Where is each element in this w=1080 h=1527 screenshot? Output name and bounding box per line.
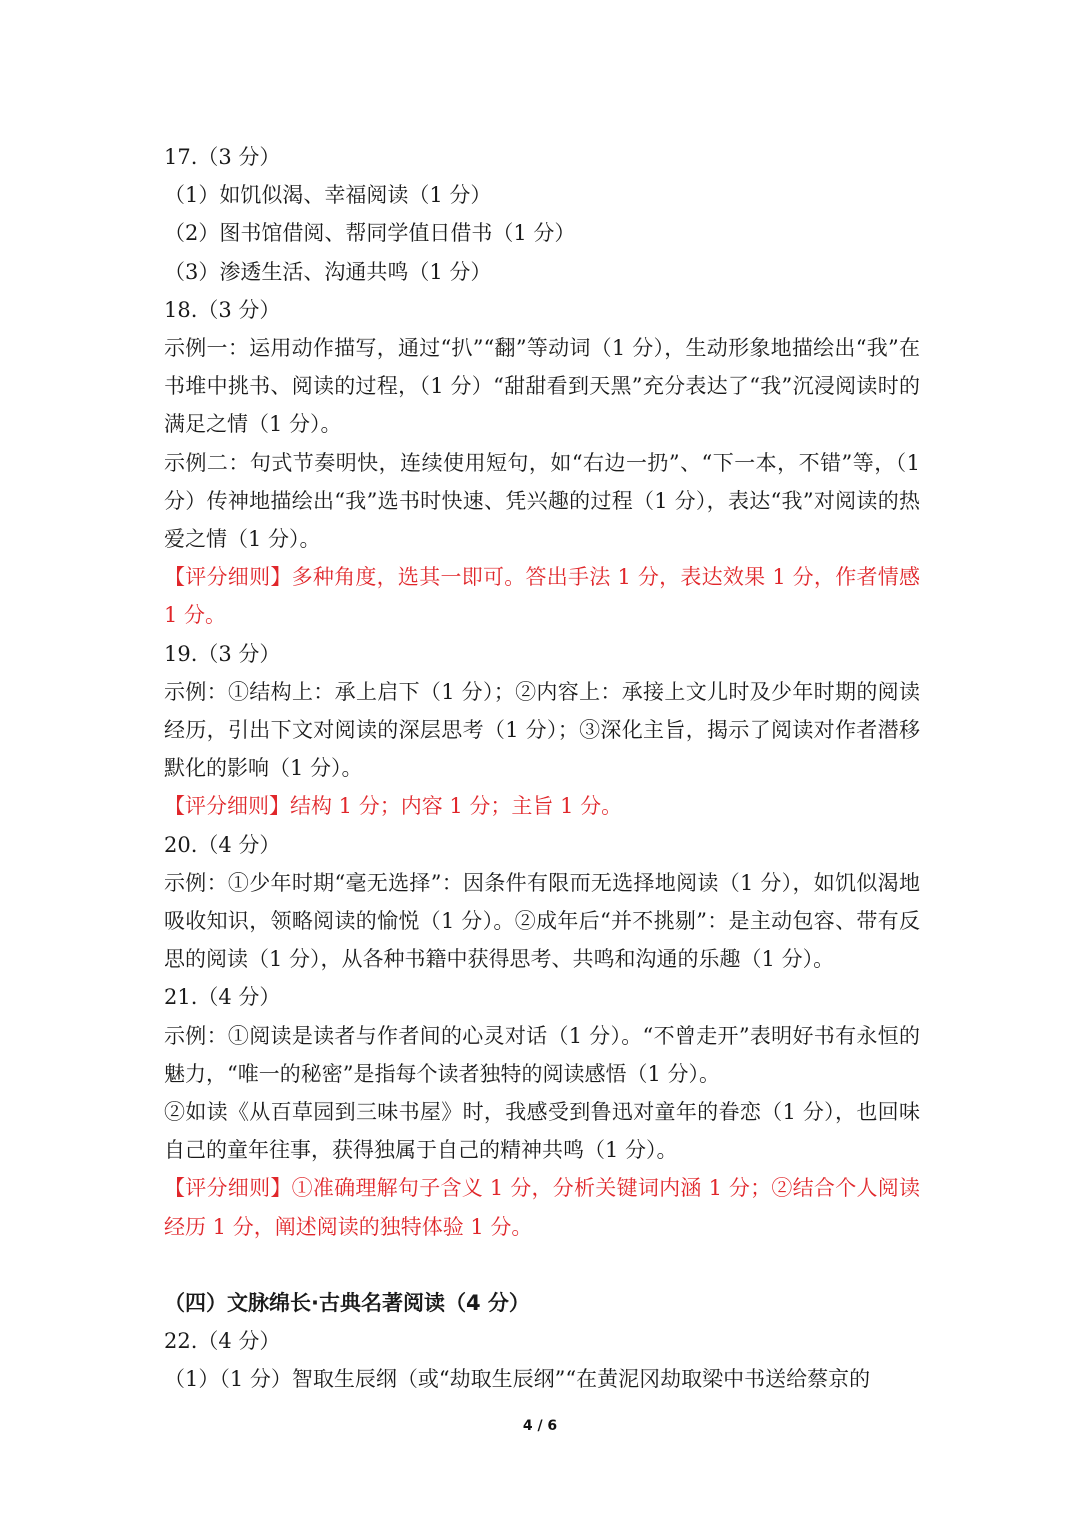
q21-scoring-rubric: 【评分细则】①准确理解句子含义 1 分，分析关键词内涵 1 分；②结合个人阅读经历 1 分，阐述阅读的独特体验 1 分。 (164, 1176, 920, 1239)
q21-heading: 21.（4 分） (164, 985, 281, 1010)
section-spacer (164, 1246, 920, 1284)
page-number: 4 / 6 (522, 1418, 558, 1434)
q19-answer: 示例：①结构上：承上启下（1 分）；②内容上：承接上文儿时及少年时期的阅读经历，引出下文对阅读的深层思考（1 分）；③深化主旨，揭示了阅读对作者潜移默化的影响（1 分）。 (164, 679, 920, 781)
q22-answer-1: （1）（1 分）智取生辰纲（或“劫取生辰纲”“在黄泥冈劫取梁中书送给蔡京的 (164, 1367, 871, 1392)
q18-heading: 18.（3 分） (164, 297, 281, 322)
q19-heading: 19.（3 分） (164, 641, 281, 666)
q18-example-1: 示例一：运用动作描写，通过“扒”“翻”等动词（1 分），生动形象地描绘出“我”在书堆中挑书、阅读的过程，（1 分）“甜甜看到天黑”充分表达了“我”沉浸阅读时的满足之情（1 分）。 (164, 335, 920, 437)
q17-answer-1: （1）如饥似渴、幸福阅读（1 分） (164, 183, 492, 208)
q18-example-2: 示例二：句式节奏明快，连续使用短句，如“右边一扔”、“下一本，不错”等，（1 分）传神地描绘出“我”选书时快速、凭兴趣的过程（1 分），表达“我”对阅读的热爱之情（1 分）。 (164, 450, 920, 551)
q20-answer: 示例：①少年时期“毫无选择”：因条件有限而无选择地阅读（1 分），如饥似渴地吸收知识，领略阅读的愉悦（1 分）。②成年后“并不挑剔”：是主动包容、带有反思的阅读（1 分），从各种书籍中获得思考、共鸣和沟通的乐趣（1 分）。 (164, 870, 920, 972)
q19-scoring-rubric: 【评分细则】结构 1 分；内容 1 分；主旨 1 分。 (164, 794, 623, 819)
answer-document (164, 138, 920, 1398)
q17-heading: 17.（3 分） (164, 145, 281, 169)
q22-heading: 22.（4 分） (164, 1328, 281, 1353)
q18-scoring-rubric: 【评分细则】多种角度，选其一即可。答出手法 1 分，表达效果 1 分，作者情感 1 分。 (164, 565, 920, 628)
q21-answer-1: 示例：①阅读是读者与作者间的心灵对话（1 分）。“不曾走开”表明好书有永恒的魅力，“唯一的秘密”是指每个读者独特的阅读感悟（1 分）。 (164, 1023, 920, 1086)
q21-answer-2: ②如读《从百草园到三味书屋》时，我感受到鲁迅对童年的眷恋（1 分），也回味自己的童年往事，获得独属于自己的精神共鸣（1 分）。 (164, 1099, 920, 1163)
q20-heading: 20.（4 分） (164, 832, 281, 857)
q17-answer-2: （2）图书馆借阅、帮同学值日借书（1 分） (164, 221, 576, 246)
q17-answer-3: （3）渗透生活、沟通共鸣（1 分） (164, 259, 492, 284)
section-4-heading: （四）文脉绵长·古典名著阅读（4 分） (164, 1290, 530, 1315)
